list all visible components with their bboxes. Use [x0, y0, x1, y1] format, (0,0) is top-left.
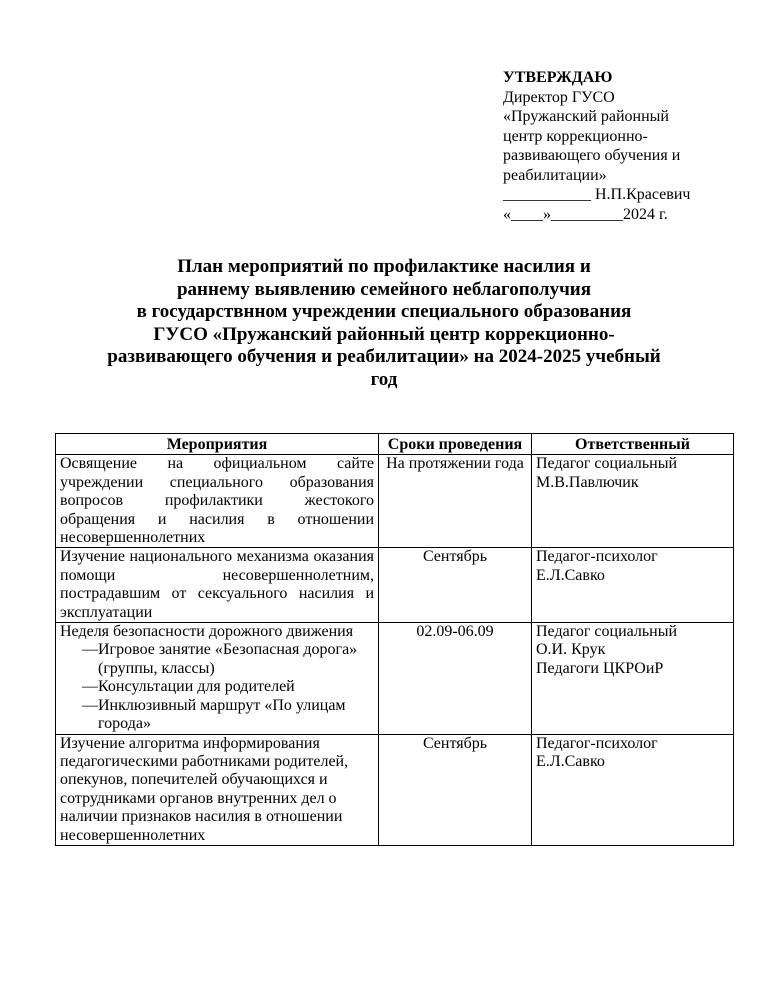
approval-date-line: «____»_________2024 г. [503, 205, 668, 223]
responsible-cell [532, 623, 734, 734]
responsible-line: Е.Л.Савко [536, 566, 605, 584]
responsible-line: Педагог-психолог [536, 734, 658, 752]
dash-marker: — [82, 696, 98, 714]
event-text: Неделя безопасности дорожного движения [60, 623, 354, 641]
title-line: развивающего обучения и реабилитации» на 2024-2025 учебный [107, 346, 661, 368]
approval-line: центр коррекционно- [503, 127, 648, 145]
title-line: План мероприятий по профилактике насилия и [177, 256, 591, 277]
responsible-line: М.В.Павлючик [536, 473, 639, 491]
table-row [56, 734, 734, 845]
document-title [40, 256, 728, 392]
responsible-line: Педагог социальный [536, 455, 678, 473]
responsible-cell [532, 734, 734, 845]
title-line: год [370, 368, 398, 390]
approval-line: развивающего обучения и [503, 147, 681, 164]
event-cell: Освящение на официальном сайте учреждении специального образования вопросов профилактики жестокого обращения и насилия в отношении несовершеннолетних [56, 455, 379, 548]
table-row [56, 623, 734, 734]
subitem-text: Инклюзивный маршрут «По улицам города» [98, 696, 346, 733]
title-line: в государствнном учреждении специального образования [136, 301, 632, 323]
event-cell: Изучение национального механизма оказания помощи несовершеннолетним, пострадавшим от сексуального насилия и эксплуатации [56, 548, 379, 623]
responsible-cell [532, 548, 734, 623]
timing-cell: Сентябрь [379, 548, 532, 623]
plan-table [55, 433, 734, 846]
responsible-line: Педагоги ЦКРОиР [536, 659, 664, 677]
responsible-line: Е.Л.Савко [536, 752, 605, 770]
responsible-cell [532, 455, 734, 548]
dash-marker: — [82, 678, 98, 696]
list-item [82, 641, 374, 678]
timing-cell: На протяжении года [379, 455, 532, 548]
header-events: Мероприятия [56, 434, 379, 455]
subitem-text: Консультации для родителей [98, 678, 295, 696]
approval-line: «Пружанский районный [503, 108, 669, 125]
list-item [82, 678, 374, 696]
table-header-row [56, 434, 734, 455]
approval-line: реабилитации» [503, 166, 607, 184]
header-timing: Сроки проведения [379, 434, 532, 455]
event-cell [56, 623, 379, 734]
timing-cell: 02.09-06.09 [379, 623, 532, 734]
header-responsible: Ответственный [532, 434, 734, 455]
title-line: ГУСО «Пружанский районный центр коррекционно- [153, 323, 615, 345]
responsible-line: О.И. Крук [536, 641, 606, 659]
responsible-line: Педагог-психолог [536, 548, 658, 566]
table-row [56, 455, 734, 548]
list-item [82, 697, 374, 734]
approval-line: Директор ГУСО [503, 88, 615, 106]
event-subitems-list [60, 641, 374, 733]
event-cell: Изучение алгоритма информирования педагогическими работниками родителей, опекунов, попечителей обучающихся и сотрудниками органов внутренних дел о наличии признаков насилия в отношении несовершеннолетних [56, 734, 379, 845]
title-line: раннему выявлению семейного неблагополучия [176, 278, 592, 300]
approval-heading: УТВЕРЖДАЮ [503, 69, 613, 86]
dash-marker: — [82, 641, 98, 659]
timing-cell: Сентябрь [379, 734, 532, 845]
subitem-text: Игровое занятие «Безопасная дорога» (группы, классы) [98, 641, 358, 677]
table-row [56, 548, 734, 623]
approval-signature-line: ___________ Н.П.Красевич [503, 186, 691, 203]
responsible-line: Педагог социальный [536, 623, 678, 641]
approval-block [503, 68, 743, 224]
